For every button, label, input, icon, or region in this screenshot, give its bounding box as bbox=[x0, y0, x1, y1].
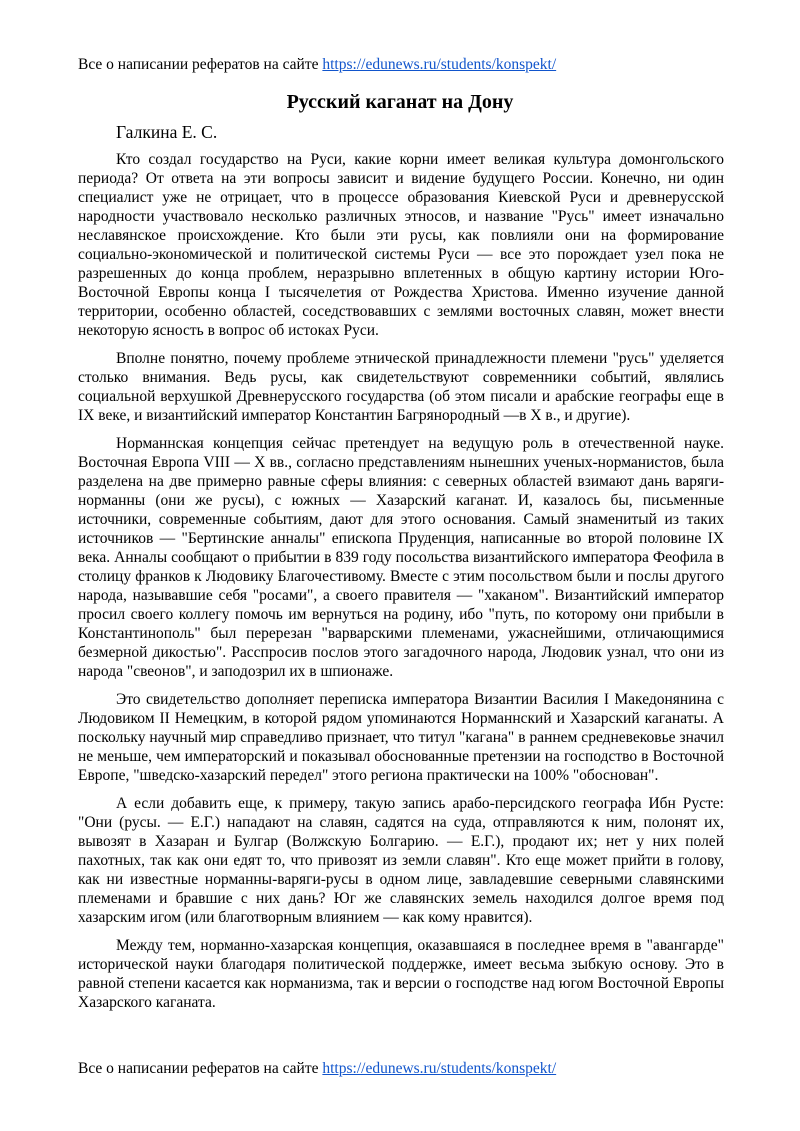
document-body bbox=[78, 150, 724, 1021]
footer-text: Все о написании рефератов на сайте bbox=[78, 1060, 323, 1077]
document-title: Русский каганат на Дону bbox=[286, 91, 514, 113]
paragraph: Норманнская концепция сейчас претендует на ведущую роль в отечественной науке. Восточная Европа VIII — X вв., согласно представлениям нынешних ученых-норманистов, была разделена на две примерно равные сферы влияния: с северных областей взимают дань варяги-норманны (они же русы), с южных — Хазарский каганат. И, казалось бы, письменные источники, современные событиям, дают для этого основания. Самый знаменитый из таких источников — "Бертинские анналы" епископа Пруденция, написанные во второй половине IX века. Анналы сообщают о прибытии в 839 году посольства византийского императора Феофила в столицу франков к Людовику Благочестивому. Вместе с этим посольством были и послы другого народа, называвшие себя "росами", а своего правителя — "хаканом". Византийский император просил своего коллегу помочь им вернуться на родину, ибо "путь, по которому они прибыли в Константинополь" был перерезан "варварскими племенами, ужаснейшими, отличающимися безмерной дикостью". Расспросив послов этого загадочного народа, Людовик узнал, что они из народа "свеонов", и заподозрил их в шпионаже. bbox=[78, 435, 724, 680]
page-header bbox=[78, 56, 556, 74]
paragraph: Между тем, норманно-хазарская концепция, оказавшаяся в последнее время в "авангарде" исторической науки благодаря политической поддержке, имеет весьма зыбкую основу. Это в равной степени касается как норманизма, так и версии о господстве над югом Восточной Европы Хазарского каганата. bbox=[78, 937, 724, 1011]
paragraph: Это свидетельство дополняет переписка императора Византии Василия I Македонянина с Людовиком II Немецким, в которой рядом упоминаются Норманнский и Хазарский каганаты. А поскольку научный мир справедливо признает, что титул "кагана" в раннем средневековье значил не меньше, чем императорский и показывал обоснованные претензии на господство в Восточной Европе, "шведско-хазарский передел" этого региона практически на 100% "обоснован". bbox=[78, 691, 724, 784]
footer-link[interactable]: https://edunews.ru/students/konspekt/ bbox=[322, 1060, 557, 1077]
paragraph: А если добавить еще, к примеру, такую запись арабо-персидского географа Ибн Русте: "Они (русы. — Е.Г.) нападают на славян, садятся на суда, отправляются к ним, полонят их, вывозят в Хазаран и Булгар (Волжскую Болгарию. — Е.Г.), продают их; нет у них полей пахотных, так как они едят то, что привозят из земли славян". Кто еще может прийти в голову, как ни известные норманны-варяги-русы в одном лице, завладевшие северными славянскими племенами и бравшие с них дань? Юг же славянских земель находился долгое время под хазарским игом (или благотворным влиянием — как кому нравится). bbox=[78, 795, 724, 926]
paragraph: Вполне понятно, почему проблеме этнической принадлежности племени "русь" уделяется столько внимания. Ведь русы, как свидетельствуют современники событий, являлись социальной верхушкой Древнерусского государства (об этом писали и арабские географы еще в IX веке, и византийский император Константин Багрянородный —в X в., и другие). bbox=[78, 350, 724, 424]
document-author: Галкина Е. С. bbox=[116, 122, 218, 142]
header-link[interactable]: https://edunews.ru/students/konspekt/ bbox=[322, 56, 557, 73]
page-footer bbox=[78, 1060, 556, 1078]
paragraph: Кто создал государство на Руси, какие корни имеет великая культура домонгольского периода? От ответа на эти вопросы зависит и видение будущего России. Конечно, ни один специалист уже не отрицает, что в процессе образования Киевской Руси и древнерусской народности участвовало несколько различных этносов, и название "Русь" имеет изначально неславянское происхождение. Кто были эти русы, как повлияли они на формирование социально-экономической и политической системы Руси — все это порождает узел пока не разрешенных до конца проблем, неразрывно вплетенных в общую картину истории Юго-Восточной Европы конца I тысячелетия от Рождества Христова. Именно изучение данной территории, особенно областей, соседствовавших с землями восточных славян, может внести некоторую ясность в вопрос об истоках Руси. bbox=[78, 151, 724, 339]
header-text: Все о написании рефератов на сайте bbox=[78, 56, 323, 73]
